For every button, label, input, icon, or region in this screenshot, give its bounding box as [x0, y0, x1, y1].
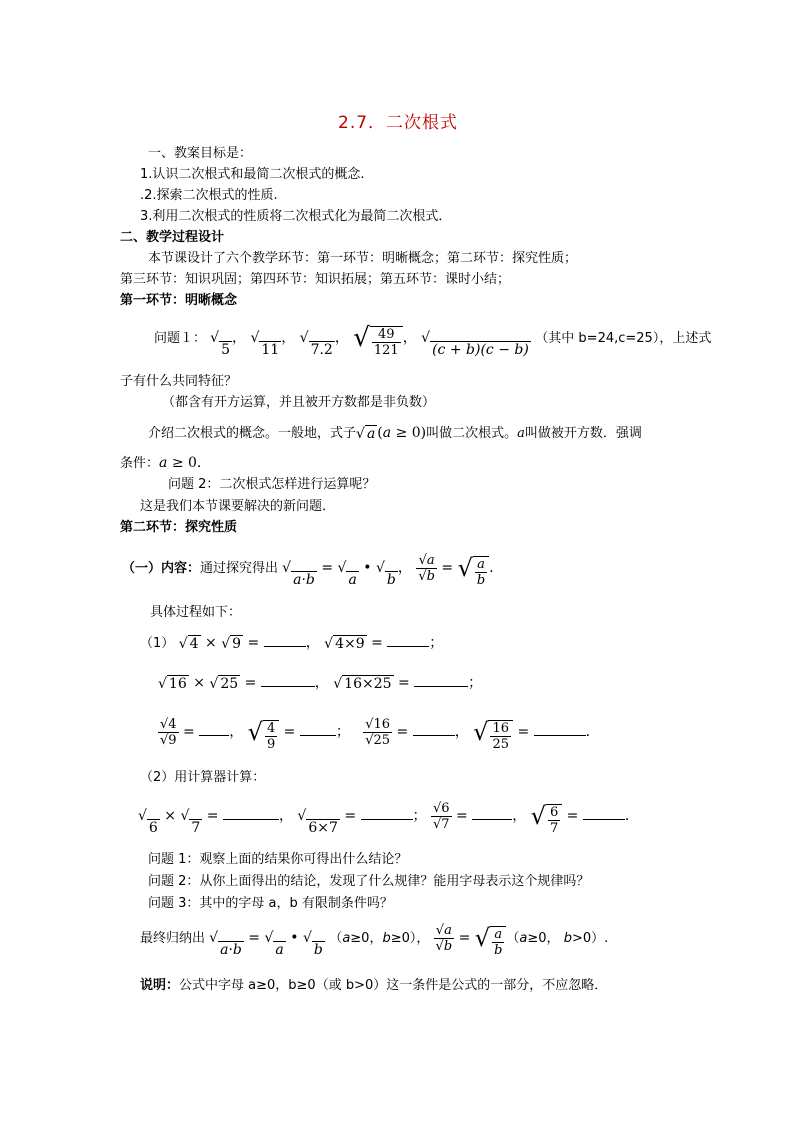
- objective-item-2: .2.探索二次根式的性质.: [140, 188, 278, 203]
- question-2: 问题 2：二次根式怎样进行运算呢？: [168, 477, 376, 492]
- q1-expression: √5， √11， √7.2， √ $\frac{49}{121}$ ， √(c + b)(c − b): [210, 323, 529, 358]
- concept-intro: 介绍二次根式的概念。一般地，式子√ a (a ≥ 0)叫做二次根式。a叫做被开方数．强调: [148, 425, 642, 442]
- q1-answer: （都含有开方运算，并且被开方数都是非负数）: [162, 395, 436, 410]
- step2-row: √6 × √7 = ， √6×7 = ； $\frac{√6}{√7}$ = ， √ $\frac{6}{7}$ = ．: [138, 800, 639, 836]
- intro-line-1: 本节课设计了六个教学环节：第一环节：明晰概念；第二环节：探究性质；: [148, 251, 578, 266]
- link2-heading: 第二环节：探究性质: [120, 520, 238, 535]
- question-1-row: [154, 318, 711, 358]
- question-list-2: 问题 2：从你上面得出的结论，发现了什么规律？能用字母表示这个规律吗？: [148, 874, 590, 889]
- intro-line-2: 第三环节：知识巩固；第四环节：知识拓展；第五环节：课时小结；: [120, 272, 511, 287]
- question-list-3: 问题 3：其中的字母 a，b 有限制条件吗？: [148, 896, 393, 911]
- q1-label: 问题１：: [154, 331, 207, 346]
- content-row: （一）内容：通过探究得出 √a·b = √a • √b， $\frac{√a}{√b}$ = √ $\frac{a}{b}$ ．: [122, 552, 504, 588]
- link1-heading: 第一环节：明晰概念: [120, 293, 238, 308]
- question-list-1: 问题 1：观察上面的结果你可得出什么结论？: [148, 852, 408, 867]
- new-problem: 这是我们本节课要解决的新问题．: [140, 499, 336, 514]
- q1-continuation: 子有什么共同特征？: [120, 374, 238, 389]
- step2-label: （2）用计算器计算：: [140, 770, 266, 785]
- step1-row-1: （1） √ 4 × √ 9 = ， √ 4×9 = ；: [140, 635, 444, 652]
- page-title: 2.7．二次根式: [338, 113, 459, 133]
- conclusion-row: 最终归纳出 √a·b = √a • √b （a≥0，b≥0）， $\frac{√a}{√b}$ = √ $\frac{a}{b}$ （a≥0， b>0）.: [140, 922, 609, 958]
- step1-row-2: √ 16 × √ 25 = ， √ 16×25 = ；: [158, 675, 483, 692]
- objective-item-3: 3.利用二次根式的性质将二次根式化为最简二次根式．: [140, 209, 452, 224]
- section-heading-process: 二、教学过程设计: [120, 230, 225, 245]
- step1-row-3: $\frac{√4}{√9}$ = ， √ $\frac{4}{9}$ = ； $\frac{√16}{√25}$ = ， √ $\frac{16}{25}$ = ．: [160, 716, 600, 752]
- process-label: 具体过程如下：: [150, 605, 242, 620]
- section-heading-objectives: 一、教案目标是：: [148, 146, 253, 161]
- objective-item-1: 1.认识二次根式和最简二次根式的概念.: [140, 167, 365, 182]
- note-row: 说明：公式中字母 a≥0，b≥0（或 b>0）这一条件是公式的一部分，不应忽略．: [140, 978, 608, 993]
- q1-tail: （其中 b=24,c=25），上述式: [535, 331, 712, 346]
- condition-line: 条件：a ≥ 0．: [120, 455, 211, 471]
